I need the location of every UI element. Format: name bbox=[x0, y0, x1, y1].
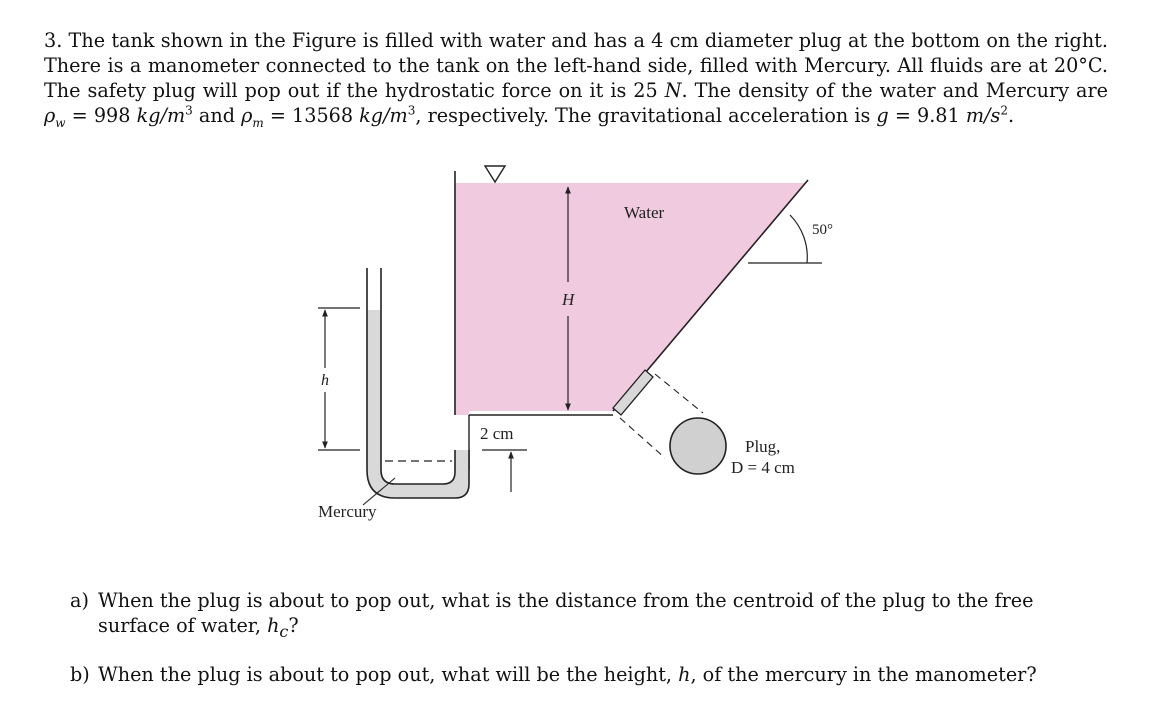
problem-text-4: , respectively. The gravitational acceleration is bbox=[415, 104, 877, 127]
rho-m-symbol: ρ bbox=[241, 104, 253, 127]
question-a-end: ? bbox=[288, 614, 299, 637]
rho-w-value: = 998 bbox=[65, 104, 137, 127]
question-a-label: a) bbox=[70, 589, 89, 612]
question-a-text bbox=[98, 588, 1110, 644]
question-a bbox=[70, 588, 1110, 644]
free-surface-triangle-icon bbox=[485, 166, 505, 182]
g-symbol: g bbox=[876, 104, 889, 127]
question-b-text bbox=[98, 662, 1110, 687]
question-b-end: , of the mercury in the manometer? bbox=[690, 662, 1037, 686]
g-unit-s: /s bbox=[984, 104, 1001, 127]
water-label: Water bbox=[624, 203, 665, 222]
g-value: = 9.81 bbox=[888, 104, 966, 127]
question-b bbox=[70, 662, 1110, 687]
question-b-body: When the plug is about to pop out, what will be the height, bbox=[98, 662, 679, 686]
plug-label-line-1: Plug, bbox=[745, 437, 781, 456]
H-label: H bbox=[562, 290, 575, 309]
question-b-variable: h bbox=[678, 662, 691, 686]
h-label: h bbox=[321, 372, 329, 389]
rho-m-unit-exponent: 3 bbox=[407, 103, 416, 118]
problem-text-2: . The density of the water and Mercury are bbox=[681, 79, 1108, 102]
question-a-body: When the plug is about to pop out, what is the distance from the centroid of the plug to the free surface of water, bbox=[98, 589, 1034, 637]
question-a-variable: h bbox=[267, 614, 280, 637]
angle-label: 50° bbox=[812, 222, 833, 238]
g-unit-exponent: 2 bbox=[1000, 103, 1008, 118]
rho-w-unit-exponent: 3 bbox=[185, 103, 193, 118]
manometer-inner-wall bbox=[381, 268, 455, 484]
rho-w-unit-m: /m bbox=[160, 104, 186, 127]
manometer-mercury bbox=[367, 310, 469, 498]
rho-w-subscript: w bbox=[55, 115, 66, 130]
rho-m-unit-m: /m bbox=[383, 104, 408, 127]
question-a-variable-subscript: c bbox=[279, 621, 289, 641]
plug bbox=[670, 418, 726, 474]
force-unit: N bbox=[664, 79, 682, 102]
mercury-label: Mercury bbox=[318, 502, 377, 521]
g-unit-m: m bbox=[965, 104, 985, 127]
question-b-label: b) bbox=[70, 662, 90, 686]
angle-arc bbox=[790, 215, 807, 263]
manometer-outer-wall bbox=[367, 268, 469, 498]
plug-guide-upper bbox=[655, 374, 703, 413]
plug-guide-lower bbox=[620, 418, 665, 458]
questions bbox=[70, 588, 1110, 705]
rho-w-unit-kg: kg bbox=[136, 104, 161, 127]
rho-m-subscript: m bbox=[252, 115, 264, 130]
rho-w-symbol: ρ bbox=[44, 104, 56, 127]
problem-text-3: and bbox=[192, 104, 242, 127]
rho-m-unit-kg: kg bbox=[359, 104, 384, 127]
two-cm-label: 2 cm bbox=[480, 424, 514, 443]
plug-label-line-2: D = 4 cm bbox=[731, 458, 795, 477]
rho-m-value: = 13568 bbox=[263, 104, 360, 127]
problem-text-end: . bbox=[1007, 104, 1015, 127]
problem-text-1: 3. The tank shown in the Figure is filled with water and has a 4 cm diameter plug at the bottom on the right. There is a manometer connected to the tank on the left-hand side, filled with Mercury. All fluids are at 20°C. The safety plug will pop out if the hydrostatic force on it is 25 bbox=[44, 29, 1108, 102]
